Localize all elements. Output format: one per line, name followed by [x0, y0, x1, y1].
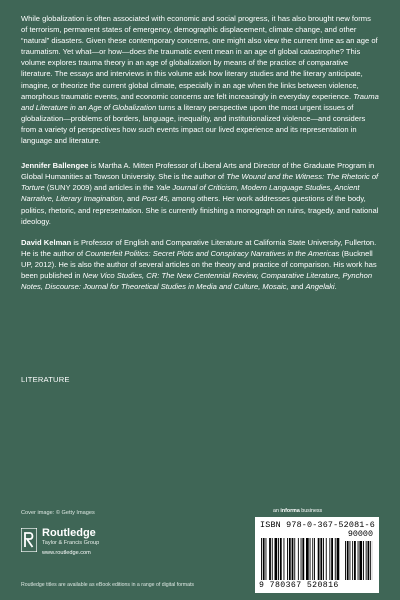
- description-text-end: turns a literary perspective upon the most urgent issues of globalization—problems of borders, language, inequality, and institutionalized violence—and considers from a variety of perspectives how such events impact our lived experience and its representation in language and literature.: [21, 102, 366, 146]
- description-text: While globalization is often associated with economic and social progress, it has also brought new forms of terrorism, permanent states of emergency, demographic displacement, climate change, and other “natural” disasters. Given these contemporary concerns, one might also view the current time as an age of traumatism. Yet what—or how—does the traumatic event mean in an age of global catastrophe? This volume explores trauma theory in an age of globalization by means of the practice of comparative literature. The essays and interviews in this volume ask how literary studies and the literary anticipate, imagine, or theorize the current global climate, especially in an age when the links between violence, amorphous traumatic events, and economic concerns are felt increasingly in everyday experience.: [21, 14, 378, 101]
- barcode-addon-bar: [347, 541, 349, 580]
- author-bio-kelman: [21, 237, 379, 292]
- cover-image-credit: Cover image: © Getty Images: [21, 510, 95, 516]
- barcode-bar: [284, 538, 285, 580]
- book-title-italic: Trauma and Literature in an Age of Globalization: [21, 91, 379, 112]
- bio-journal: Angelaki: [305, 282, 335, 292]
- barcode-bar: [329, 538, 330, 580]
- barcode-addon-bar: [370, 541, 371, 580]
- barcode-bar: [287, 538, 288, 580]
- publisher-name: Routledge: [42, 527, 96, 539]
- price-code: 90000: [347, 529, 373, 539]
- bio-text: is Martha A. Mitten Professor of Liberal Arts and Director of the Graduate Program in Global Humanities at Towson University. She is the author of: [21, 161, 375, 182]
- barcode-bar: [331, 538, 333, 580]
- barcode-bar: [335, 538, 336, 580]
- bio-text: and: [288, 282, 306, 292]
- barcode-bar: [318, 538, 320, 580]
- bio-text: is Professor of English and Comparative Literature at California State University, Fullerton. He is the author of: [21, 237, 377, 258]
- publisher-url[interactable]: www.routledge.com: [42, 550, 91, 556]
- bio-text: .: [334, 282, 337, 292]
- routledge-r-icon: [21, 528, 37, 552]
- barcode-bar: [326, 538, 327, 580]
- publisher-text: [42, 527, 99, 556]
- barcode-bar: [280, 538, 282, 580]
- barcode-bar: [289, 538, 291, 580]
- book-description: [21, 13, 379, 146]
- barcode-bar: [261, 538, 262, 580]
- bio-text: (Bucknell UP, 2012). He is also the author of several articles on the theory and practice of comparison. His work has been published in: [21, 248, 377, 280]
- publisher-logo: [21, 527, 99, 556]
- bio-book-title: The Wound and the Witness: The Rhetoric of Torture: [21, 172, 379, 193]
- barcode-addon-bar: [366, 541, 367, 580]
- barcode-bar: [312, 538, 313, 580]
- barcode-bar: [294, 538, 295, 580]
- barcode-addon-bar: [354, 541, 356, 580]
- barcode-bar: [266, 538, 267, 580]
- bio-journals: New Vico Studies, CR: The New Centennial Review, Comparative Literature, Pynchon Notes, Discourse: Journal for Theoretical Studies in Media and Culture, Mosaic,: [21, 270, 373, 292]
- barcode-bar: [298, 538, 299, 580]
- publisher-group: Taylor & Francis Group: [42, 540, 100, 546]
- barcode-bar: [275, 538, 278, 580]
- barcode-addon-bar: [350, 541, 351, 580]
- author-name: David Kelman: [21, 237, 72, 247]
- barcode-bar: [323, 538, 324, 580]
- barcode-bar: [269, 538, 271, 580]
- barcode-addon-bar: [363, 541, 364, 580]
- barcode-bar: [263, 538, 265, 580]
- informa-brand: informa: [280, 508, 300, 514]
- subject-category: LITERATURE: [21, 375, 70, 384]
- barcode-bar: [306, 538, 309, 580]
- barcode-addon-bar: [358, 541, 359, 580]
- barcode-bars: [261, 538, 373, 580]
- barcode-bar: [337, 538, 340, 580]
- barcode-digits: 9 780367 520816: [259, 581, 339, 590]
- isbn-number: ISBN 978-0-367-52081-6: [260, 520, 375, 530]
- bio-book-title: Counterfeit Politics: Secret Plots and Conspiracy Narratives in the Americas: [85, 248, 340, 258]
- barcode-bar: [301, 538, 302, 580]
- barcode-bar: [292, 538, 294, 580]
- barcode-addon-bar: [368, 541, 370, 580]
- bio-journal: Post 45,: [141, 194, 170, 204]
- barcode-bar: [302, 538, 304, 580]
- barcode-bar: [278, 538, 279, 580]
- author-bio-ballengee: [21, 160, 379, 227]
- bio-text: (SUNY 2009) and articles in the: [44, 183, 156, 193]
- barcode-addon-bar: [359, 541, 362, 580]
- barcode-bar: [310, 538, 311, 580]
- barcode-addon-bar: [345, 541, 346, 580]
- barcode-bar: [314, 538, 315, 580]
- informa-tagline: [273, 508, 322, 514]
- bio-text: and: [124, 194, 142, 204]
- bio-text: among others. Her work addresses questions of the body, politics, rhetoric, and representation. She is currently finishing a monograph on ruins, tragedy, and national ideology.: [21, 194, 379, 226]
- author-name: Jennifer Ballengee: [21, 161, 89, 171]
- isbn-barcode: [255, 517, 379, 593]
- barcode-bar: [272, 538, 273, 580]
- bio-journals: Yale Journal of Criticism, Modern Language Studies, Ancient Narrative, Literary Imagination,: [21, 183, 360, 204]
- informa-suffix: business: [299, 508, 323, 514]
- barcode-bar: [320, 538, 322, 580]
- ebook-note: Routledge titles are available as eBook editions in a range of digital formats: [21, 582, 195, 588]
- barcode-addon-bar: [352, 541, 353, 580]
- informa-prefix: an: [273, 508, 281, 514]
